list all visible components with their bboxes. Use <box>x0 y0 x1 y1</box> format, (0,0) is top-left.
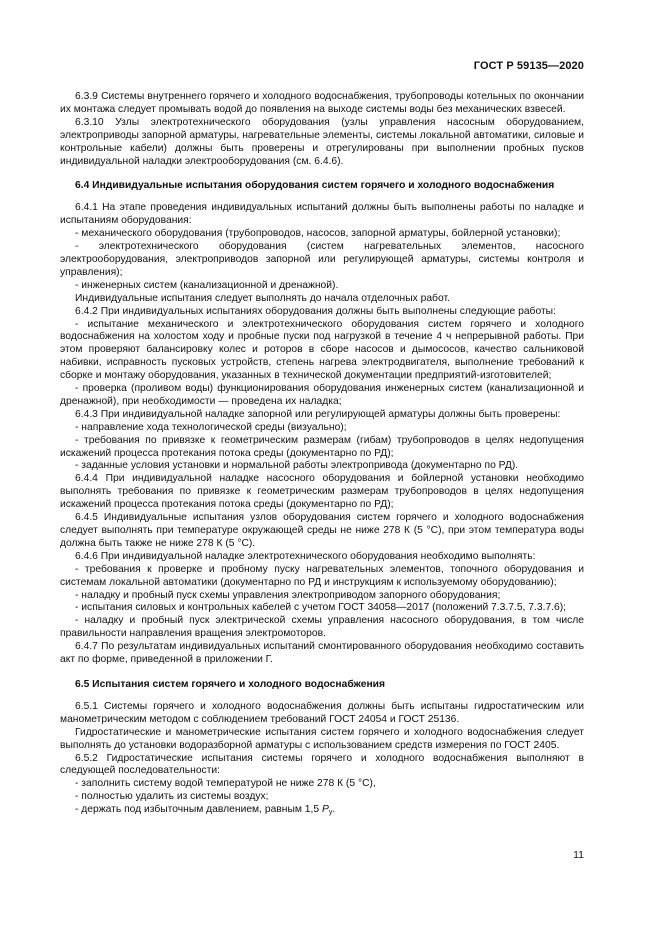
paragraph-6-3-10: 6.3.10 Узлы электротехнического оборудования (узлы управления насосным оборудованием, электроприводы запорной арматуры, нагревательные элементы, системы локальной автоматики, силовые и контрольные кабели) должны быть проверены и отрегулированы при выполнении пробных пусков индивидуальной наладки электрооборудования (см. 6.4.6). <box>60 116 584 167</box>
list-item: - наладку и пробный пуск схемы управления электроприводом запорного оборудования; <box>75 589 501 601</box>
paragraph-6-3-9: 6.3.9 Системы внутреннего горячего и холодного водоснабжения, трубопроводы котельных по окончании их монтажа следует промывать водой до появления на выходе системы воды без механических взвесей. <box>60 91 584 115</box>
paragraph-6-4-2: 6.4.2 При индивидуальных испытаниях оборудования должны быть выполнены следующие работы: <box>75 305 556 317</box>
paragraph-6-4-1: 6.4.1 На этапе проведения индивидуальных испытаний должны быть выполнены работы по наладке и испытаниям оборудования: <box>60 202 584 227</box>
list-item: - электротехнического оборудования (систем нагревательных элементов, насосного электрооборудования, электроприводов запорной или регулирующей арматуры, системы контроля и управления); <box>60 241 584 278</box>
pressure-variable: P <box>321 804 329 816</box>
list-item: - инженерных систем (канализационной и дренажной). <box>75 279 339 291</box>
paragraph-note: Индивидуальные испытания следует выполнять до начала отделочных работ. <box>75 292 450 304</box>
list-item: - полностью удалить из системы воздух; <box>75 791 269 803</box>
paragraph-6-4-5: 6.4.5 Индивидуальные испытания узлов оборудования систем горячего и холодного водоснабжения следует выполнять при температуре окружающей среды не ниже 278 К (5 °С), при этом температура воды должна быть также не ниже 278 К (5 °С). <box>60 512 584 549</box>
list-item-end: . <box>332 804 336 816</box>
paragraph-6-4-7: 6.4.7 По результатам индивидуальных испытаний смонтированного оборудования необходимо составить акт по форме, приведенной в приложении Г. <box>60 641 584 666</box>
document-code: ГОСТ Р 59135—2020 <box>473 60 584 72</box>
list-item: - наладку и пробный пуск электрической схемы управления насосного оборудования, в том числе правильности направления вращения электромоторов. <box>60 615 584 640</box>
list-item: - заполнить систему водой температурой не ниже 278 К (5 °С), <box>75 778 376 790</box>
list-item: - механического оборудования (трубопроводов, насосов, запорной арматуры, бойлерной установки); <box>75 228 561 240</box>
paragraph-6-5-2: 6.5.2 Гидростатические испытания системы горячего и холодного водоснабжения выполняют в следующей последовательности: <box>60 752 584 777</box>
list-item: - требования по привязке к геометрическим размерам (гибам) трубопроводов в целях недопущения искажений процесса протекания потока среды (документарно по РД); <box>60 434 584 459</box>
list-item-text: - держать под избыточным давлением, равным 1,5 <box>75 804 320 816</box>
list-item: - направление хода технологической среды (визуально); <box>75 421 347 433</box>
list-item: - заданные условия установки и нормальной работы электропривода (документарно по РД). <box>75 460 519 472</box>
list-item: - проверка (проливом воды) функционирования оборудования инженерных систем (канализационной и дренажной), при необходимости — проведена их наладка; <box>60 383 584 407</box>
paragraph-6-5-1: 6.5.1 Системы горячего и холодного водоснабжения должны быть испытаны гидростатическим или манометрическим методом с соблюдением требований ГОСТ 24054 и ГОСТ 25136. <box>60 700 584 725</box>
document-body <box>60 91 584 820</box>
pressure-subscript: у <box>328 809 333 817</box>
paragraph-6-4-4: 6.4.4 При индивидуальной наладке насосного оборудования и бойлерной установки необходимо выполнять требования по привязке к геометрическим размерам трубопроводов в целях недопущения искажений процесса протекания потока среды (документарно по РД); <box>60 473 584 511</box>
paragraph-6-4-3: 6.4.3 При индивидуальной наладке запорной или регулирующей арматуры должны быть проверены: <box>75 408 561 420</box>
section-heading-6-4: 6.4 Индивидуальные испытания оборудования систем горячего и холодного водоснабжения <box>75 180 555 192</box>
list-item: - испытание механического и электротехнического оборудования систем горячего и холодного водоснабжения на холостом ходу и пробные пуски под нагрузкой в течение 4 ч непрерывной работы. При этом проверяют балансировку колес и роторов в сборе насосов и дымососов, качество сальниковой набивки, исправность пусковых устройств, степень нагрева электродвигателя, выполнение требований к сборке и монтажу оборудования, указанных в технической документации предприятий-изготовителей; <box>60 318 584 382</box>
list-item: - испытания силовых и контрольных кабелей с учетом ГОСТ 34058—2017 (положений 7.3.7.5, 7.3.7.6); <box>75 602 567 614</box>
paragraph-6-4-6: 6.4.6 При индивидуальной наладке электротехнического оборудования необходимо выполнять: <box>75 550 536 562</box>
section-heading-6-5: 6.5 Испытания систем горячего и холодного водоснабжения <box>75 678 385 690</box>
list-item: - требования к проверке и пробному пуску нагревательных элементов, топочного оборудования и системам локальной автоматики (документарно по РД и инструкциям к используемому оборудованию); <box>60 563 584 588</box>
paragraph-hydrostatic: Гидростатические и манометрические испытания систем горячего и холодного водоснабжения следует выполнять до установки водоразборной арматуры с использованием средств измерения по ГОСТ 2405. <box>60 726 584 751</box>
page-number: 11 <box>573 849 584 861</box>
list-item <box>60 804 584 820</box>
